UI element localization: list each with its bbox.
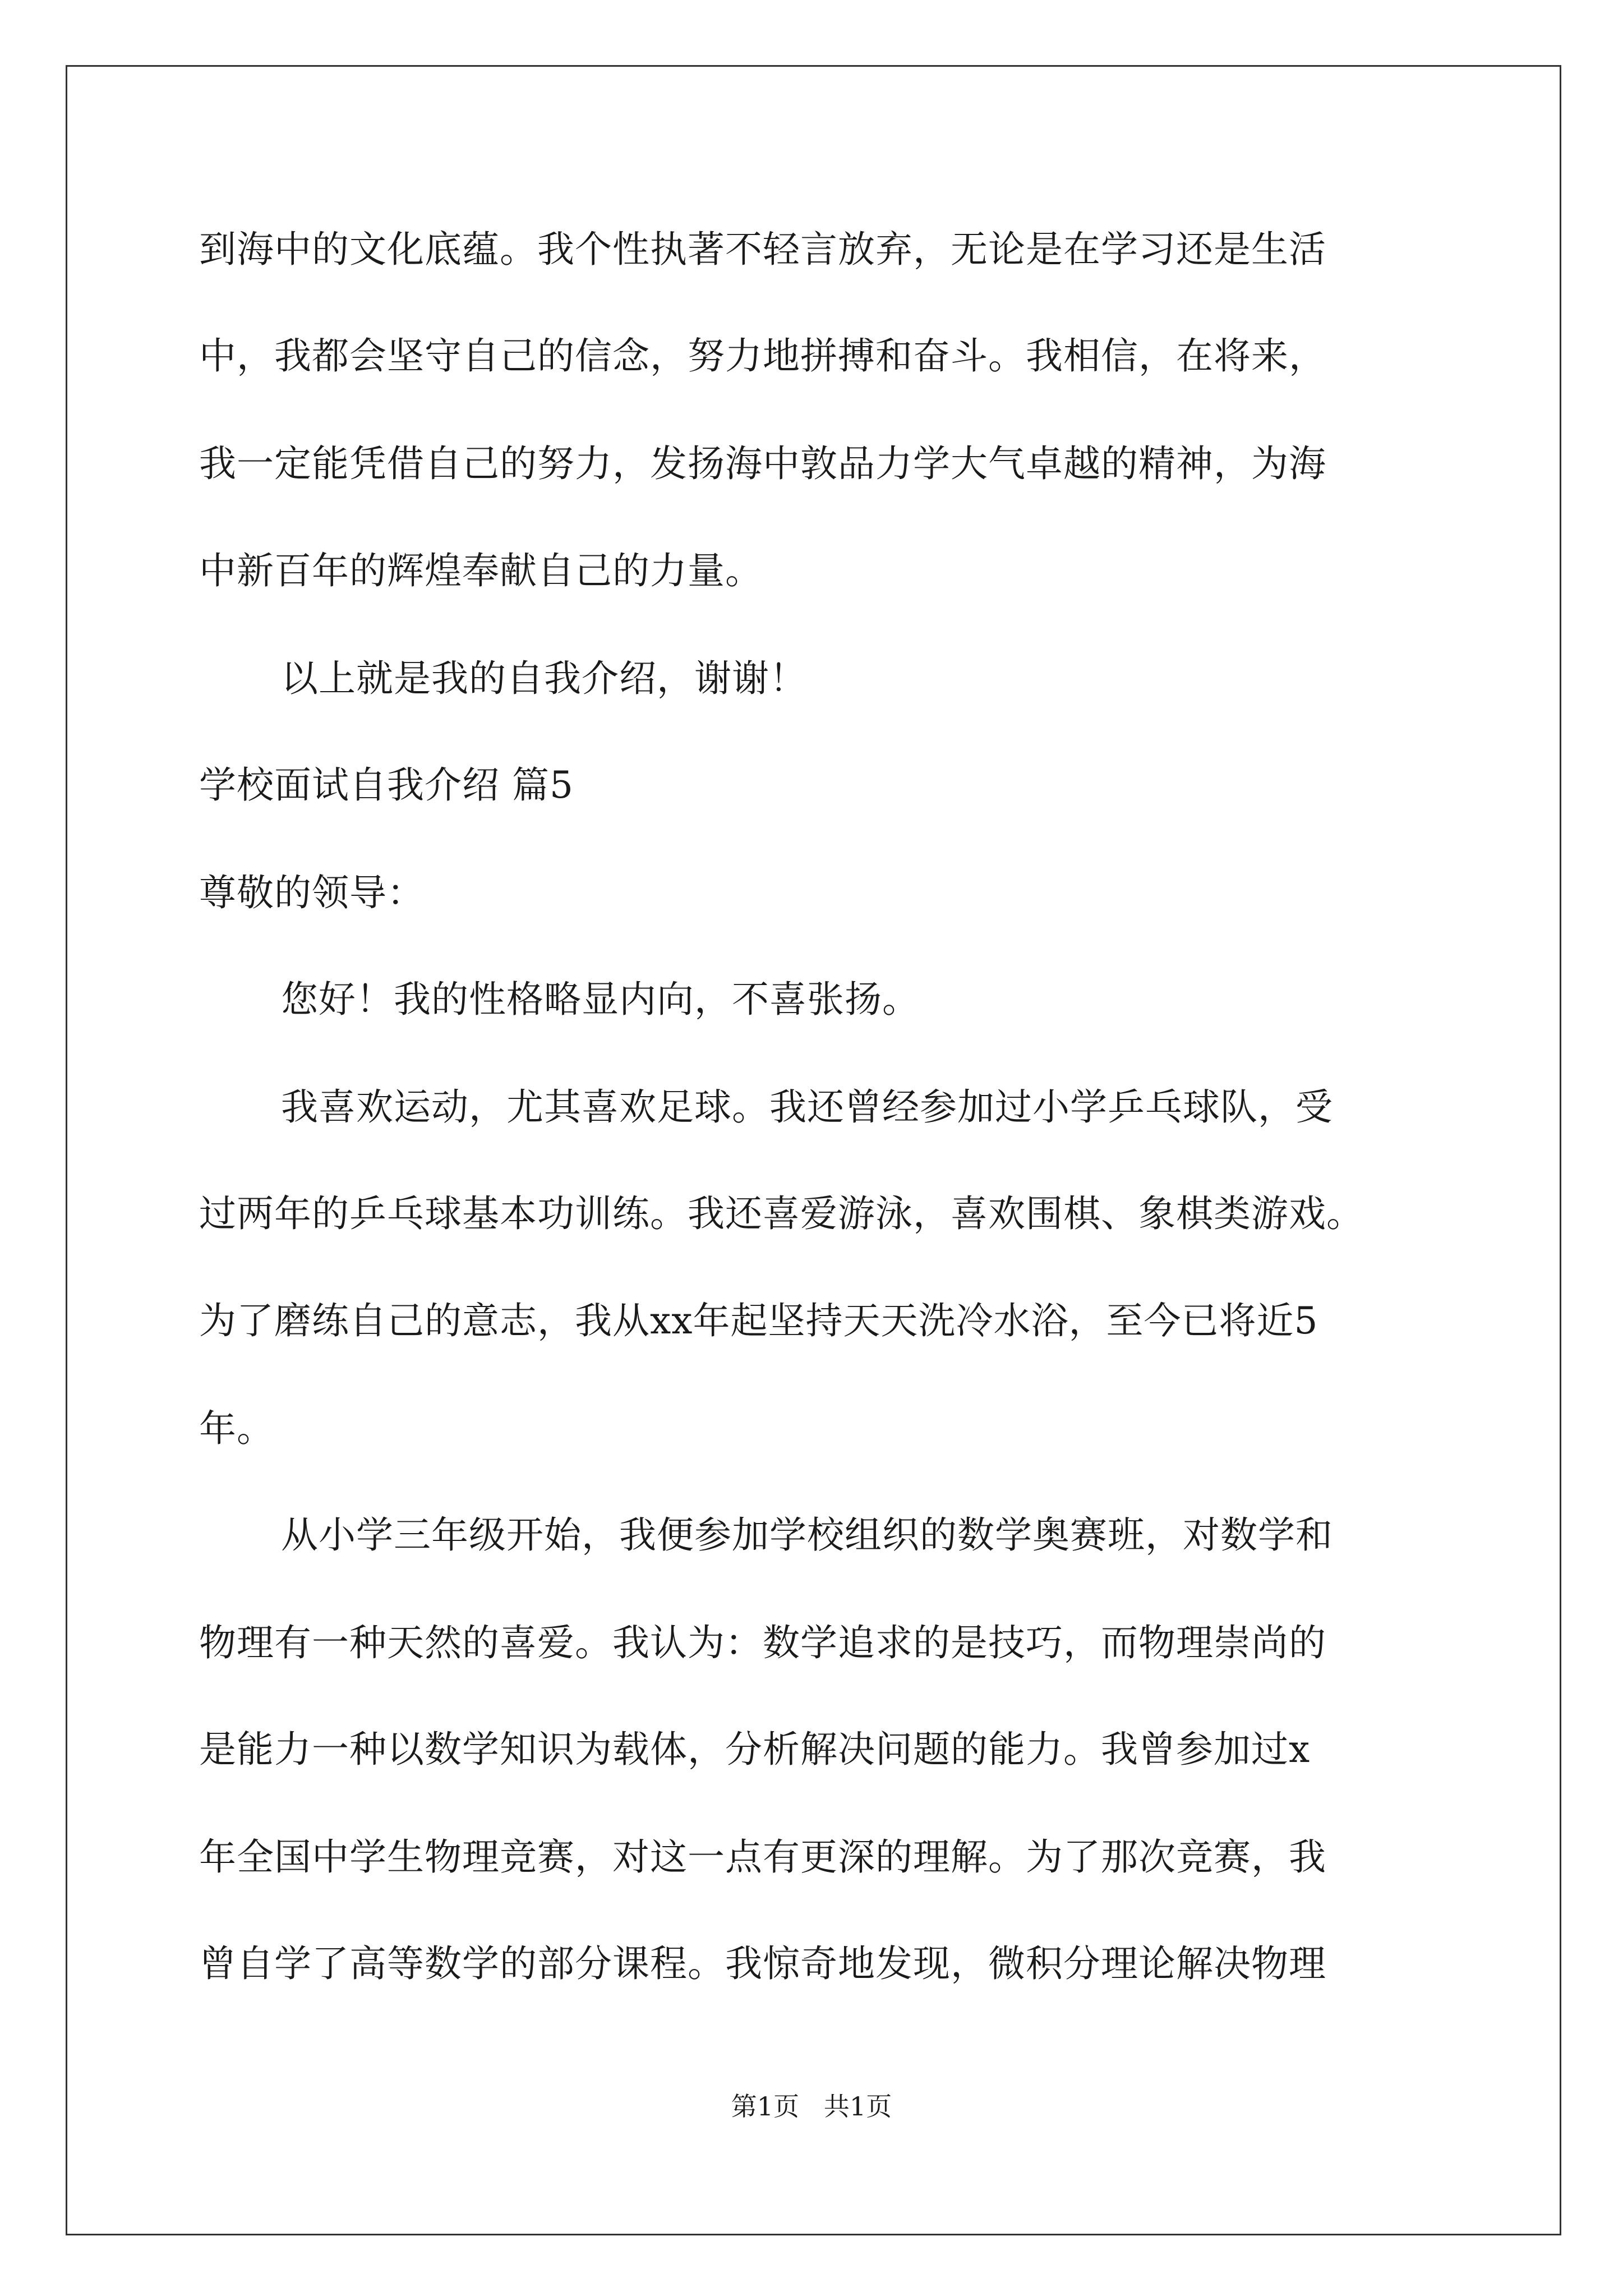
text-line: 物理有一种天然的喜爱。我认为：数学追求的是技巧，而物理崇尚的: [199, 1621, 1326, 1664]
text-line: 中，我都会坚守自己的信念，努力地拼搏和奋斗。我相信，在将来，: [199, 334, 1326, 378]
text-line: 年。: [199, 1407, 274, 1450]
text-line: 年全国中学生物理竞赛，对这一点有更深的理解。为了那次竞赛，我: [199, 1835, 1326, 1879]
paragraph-start: 从小学三年级开始，我便参加学校组织的数学奥赛班，对数学和: [281, 1513, 1333, 1557]
text-line: 是能力一种以数学知识为载体，分析解决问题的能力。我曾参加过x: [199, 1728, 1311, 1771]
paragraph-start: 我喜欢运动，尤其喜欢足球。我还曾经参加过小学乒乓球队，受: [281, 1085, 1333, 1129]
text-line: 过两年的乒乓球基本功训练。我还喜爱游泳，喜欢围棋、象棋类游戏。: [199, 1192, 1364, 1235]
paragraph-start: 您好！我的性格略显内向，不喜张扬。: [281, 978, 920, 1021]
text-line: 为了磨练自己的意志，我从xx年起坚持天天洗冷水浴，至今已将近5: [199, 1299, 1318, 1342]
salutation: 尊敬的领导：: [199, 871, 425, 914]
text-line: 我一定能凭借自己的努力，发扬海中敦品力学大气卓越的精神，为海: [199, 442, 1326, 485]
page-border: [66, 65, 1561, 2235]
text-line: 曾自学了高等数学的部分课程。我惊奇地发现，微积分理论解决物理: [199, 1942, 1326, 1985]
closing-line: 以上就是我的自我介绍，谢谢！: [281, 657, 807, 700]
text-line: 到海中的文化底蕴。我个性执著不轻言放弃，无论是在学习还是生活: [199, 228, 1326, 271]
text-line: 中新百年的辉煌奉献自己的力量。: [199, 549, 763, 592]
page-footer: 第1页 共1页: [731, 2091, 892, 2122]
section-heading: 学校面试自我介绍 篇5: [199, 763, 574, 807]
